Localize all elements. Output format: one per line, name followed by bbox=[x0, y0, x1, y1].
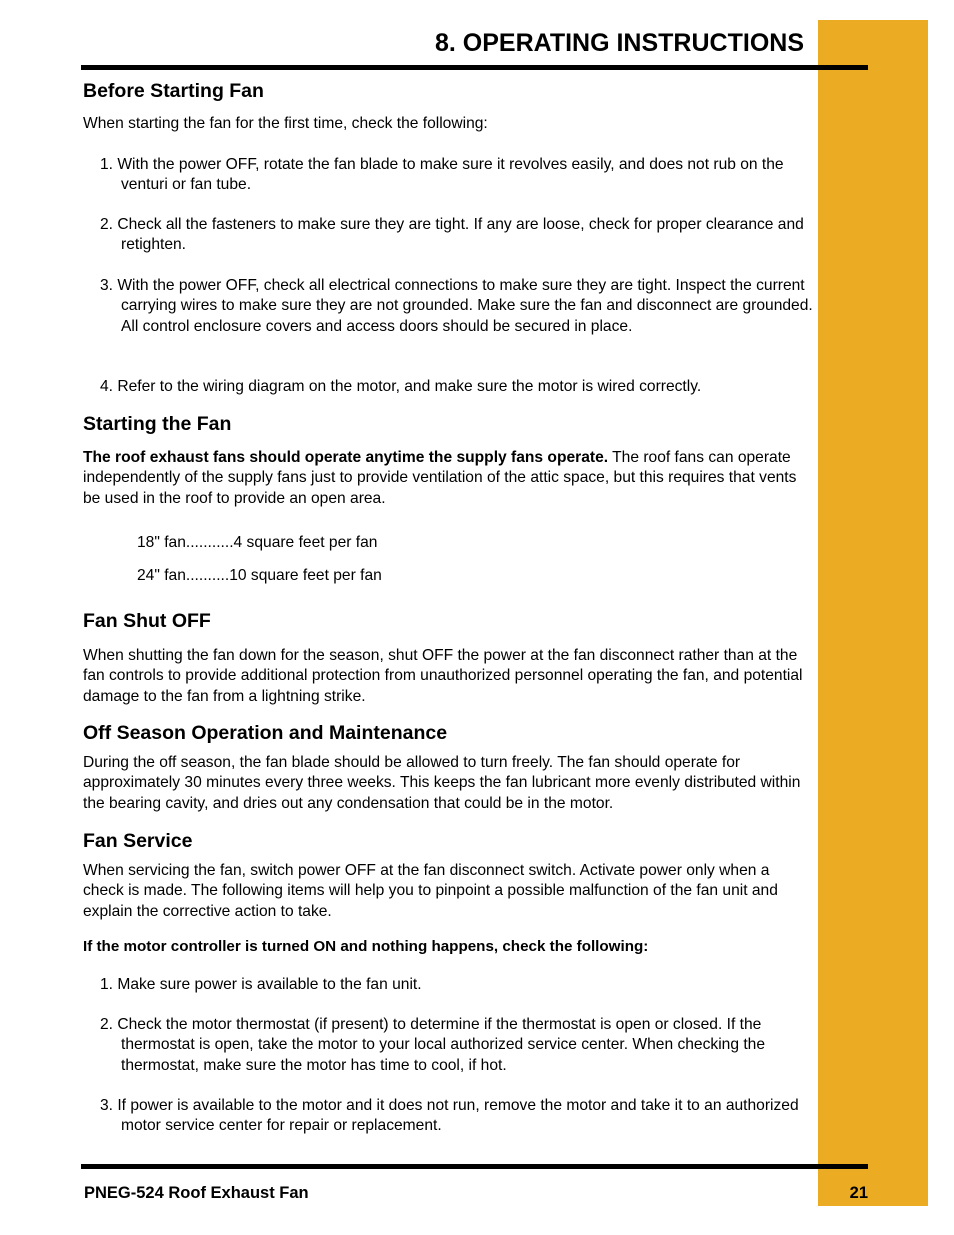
list-item: 1. With the power OFF, rotate the fan blade to make sure it revolves easily, and does not rub on the venturi or fan tube. bbox=[100, 156, 784, 194]
service-paragraph: When servicing the fan, switch power OFF at the fan disconnect switch. Activate power only when a check is made. The following items will help you to pinpoint a possible malfunction of the fan unit and explain the corrective action to take. bbox=[83, 862, 778, 920]
shutoff-paragraph: When shutting the fan down for the season, shut OFF the power at the fan disconnect rather than at the fan controls to provide additional protection from unauthorized personnel operating the fan, and potential damage to the fan from a lightning strike. bbox=[83, 647, 803, 705]
list-item: 4. Refer to the wiring diagram on the motor, and make sure the motor is wired correctly. bbox=[100, 378, 702, 395]
before-intro: When starting the fan for the first time, check the following: bbox=[83, 115, 488, 132]
side-tab-bar bbox=[818, 20, 928, 1206]
heading-starting-fan: Starting the Fan bbox=[83, 413, 232, 435]
starting-bold-lead: The roof exhaust fans should operate anytime the supply fans operate. bbox=[83, 449, 609, 466]
page-title: 8. OPERATING INSTRUCTIONS bbox=[434, 29, 804, 57]
list-item: 1. Make sure power is available to the fan unit. bbox=[100, 976, 422, 993]
footer-rule bbox=[81, 1164, 868, 1169]
service-check-heading: If the motor controller is turned ON and nothing happens, check the following: bbox=[83, 938, 649, 955]
starting-paragraph bbox=[83, 448, 803, 509]
starting-text: The roof fans can operate independently of the supply fans just to provide ventilation of the attic space, but this requires that vents be used in the roof to provide an open area. bbox=[83, 449, 797, 507]
heading-before-starting: Before Starting Fan bbox=[83, 80, 264, 102]
list-item: 3. With the power OFF, check all electrical connections to make sure they are tight. Inspect the current carrying wires to make sure they are not grounded. Make sure the fan and disconnect are grounded. All control enclosure covers and access doors should be secured in place. bbox=[100, 277, 813, 335]
list-item: 3. If power is available to the motor and it does not run, remove the motor and take it to an authorized motor service center for repair or replacement. bbox=[100, 1097, 799, 1135]
spec-line: 24" fan..........10 square feet per fan bbox=[137, 567, 382, 584]
heading-fan-service: Fan Service bbox=[83, 830, 193, 852]
heading-off-season: Off Season Operation and Maintenance bbox=[83, 722, 448, 744]
header-rule bbox=[81, 65, 868, 70]
page-number: 21 bbox=[849, 1184, 868, 1202]
list-item: 2. Check the motor thermostat (if present) to determine if the thermostat is open or closed. If the thermostat is open, take the motor to your local authorized service center. When checking the thermostat, make sure the motor has time to cool, if hot. bbox=[100, 1016, 766, 1074]
list-item: 2. Check all the fasteners to make sure they are tight. If any are loose, check for proper clearance and retighten. bbox=[100, 216, 804, 254]
offseason-paragraph: During the off season, the fan blade should be allowed to turn freely. The fan should operate for approximately 30 minutes every three weeks. This keeps the fan lubricant more evenly distributed within the bearing cavity, and dries out any condensation that could be in the motor. bbox=[83, 754, 801, 812]
heading-fan-shut-off: Fan Shut OFF bbox=[83, 610, 211, 632]
footer-doc-title: PNEG-524 Roof Exhaust Fan bbox=[84, 1184, 309, 1202]
spec-line: 18" fan...........4 square feet per fan bbox=[137, 534, 378, 551]
